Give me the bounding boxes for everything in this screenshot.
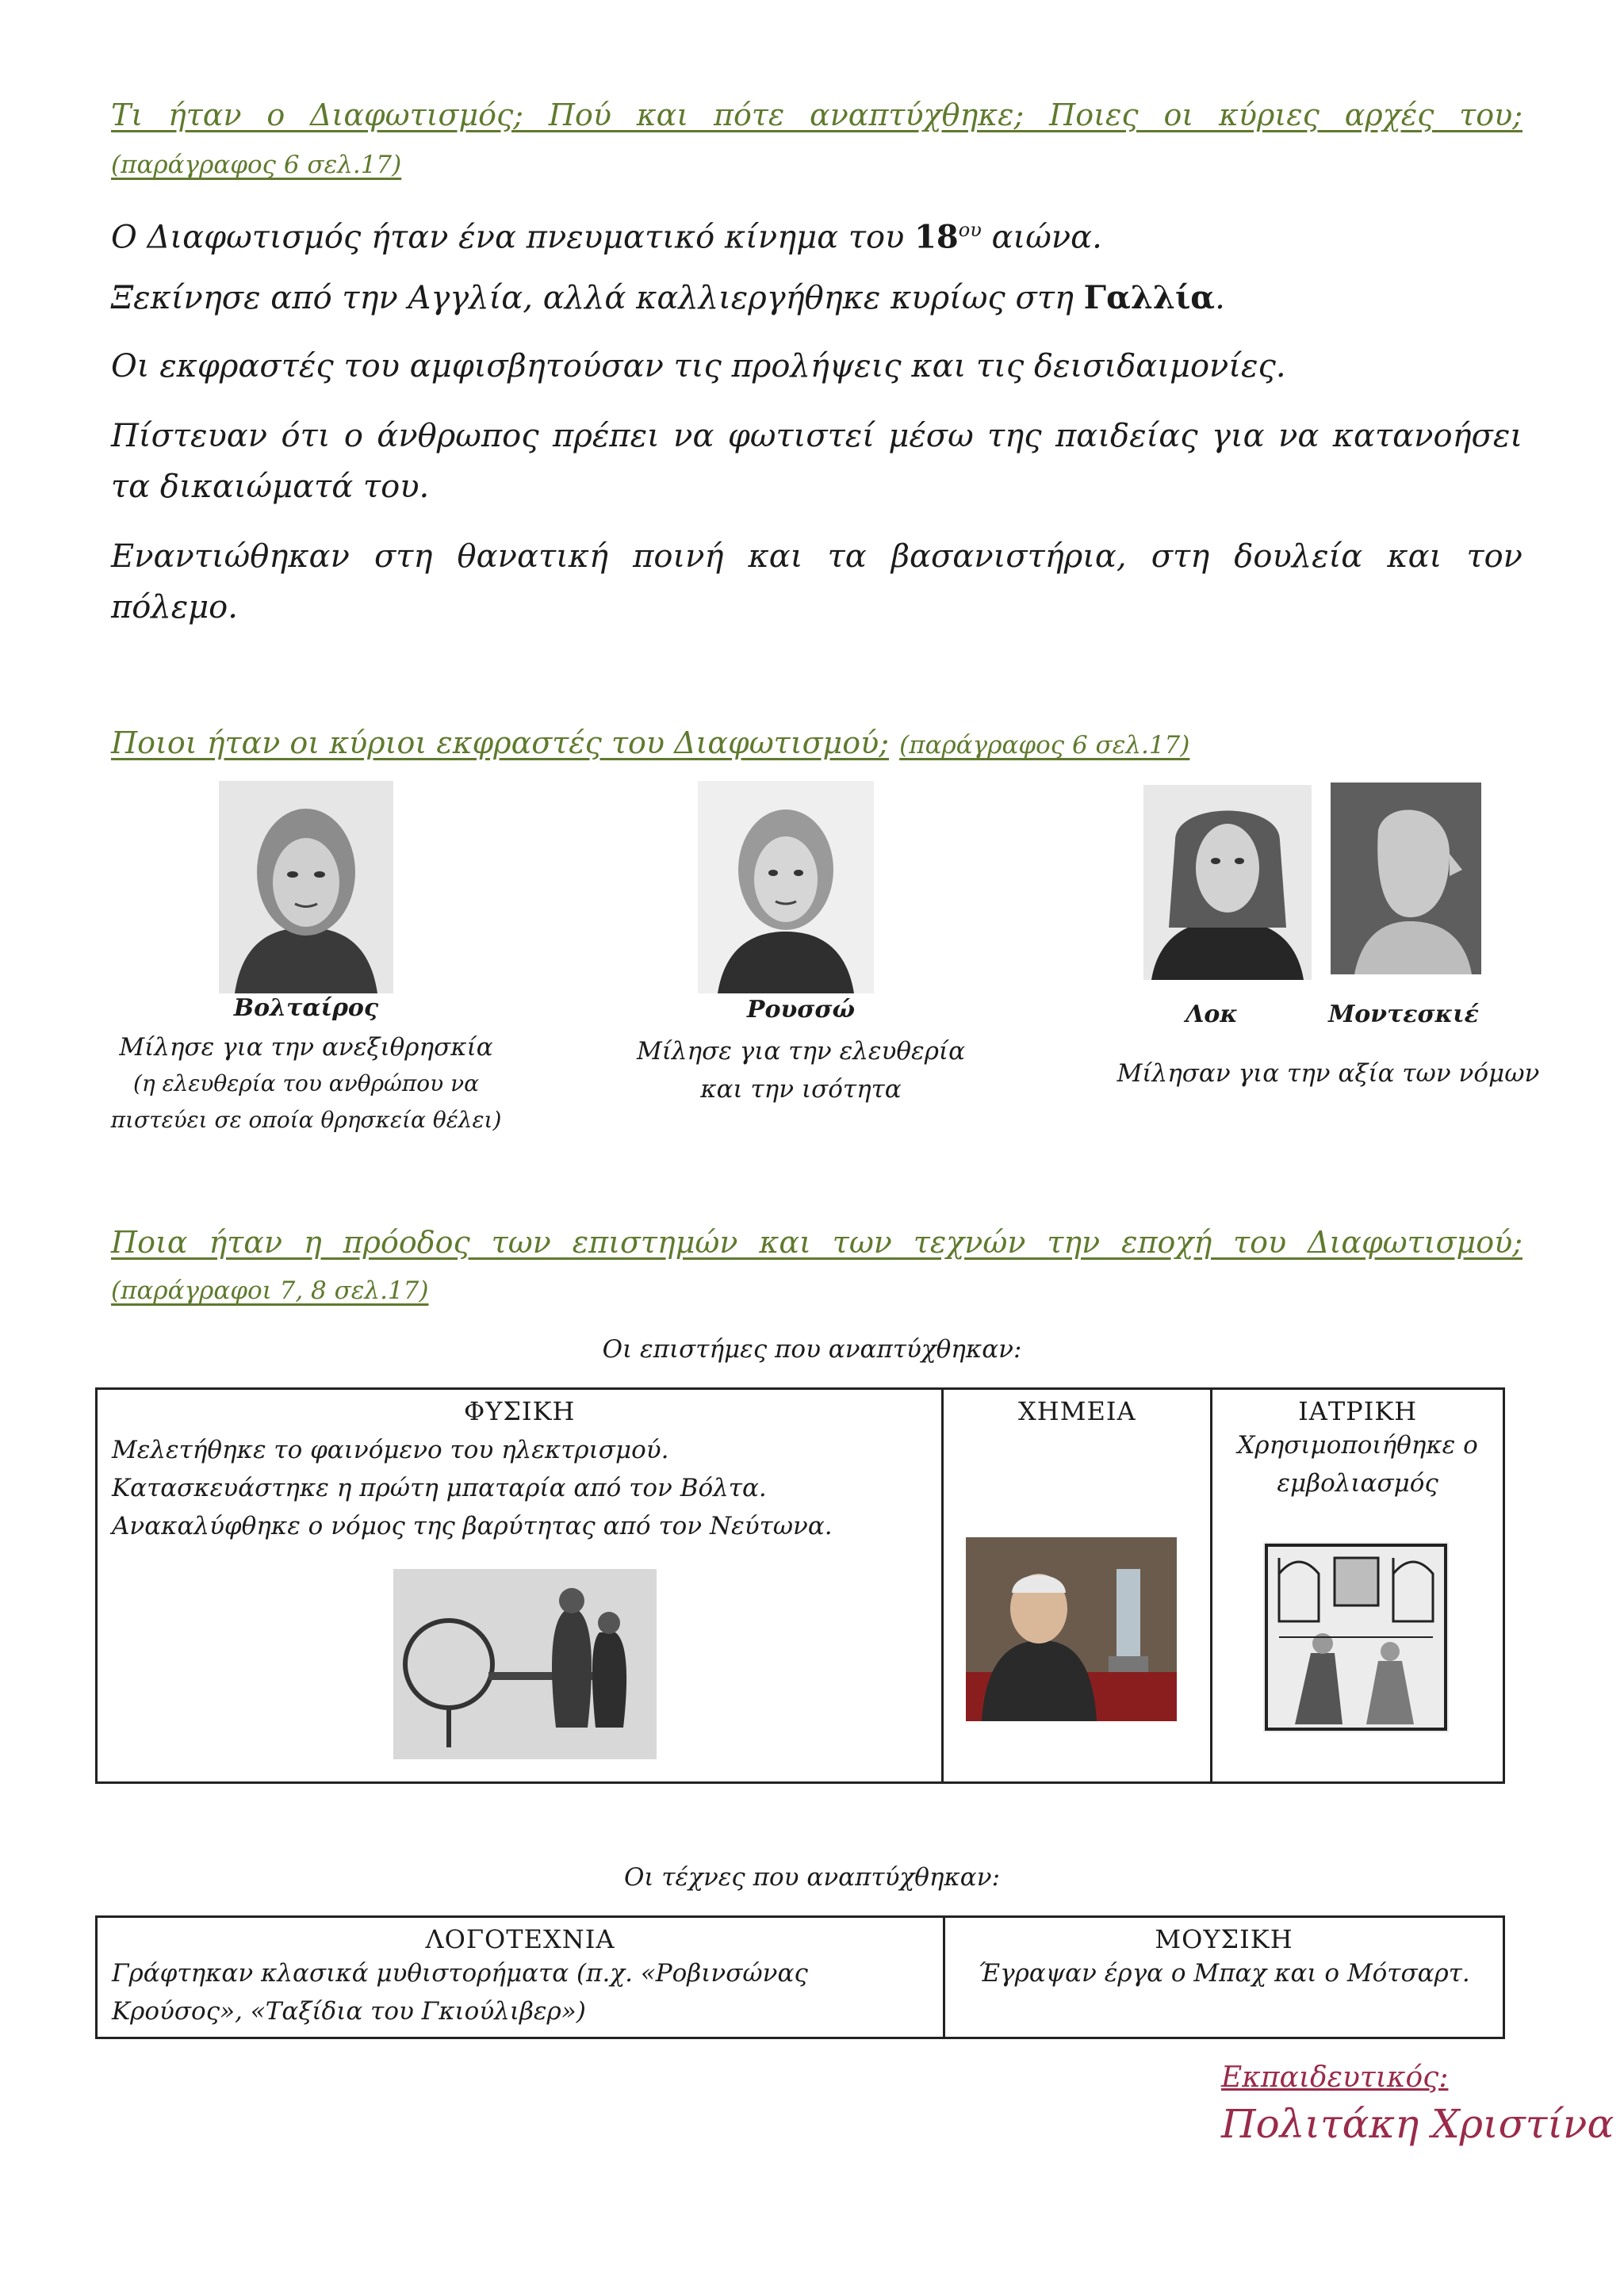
section3-reference: (παράγραφοι 7, 8 σελ.17): [111, 1276, 429, 1305]
voltaire-caption-line-2: (η ελευθερία του ανθρώπου να: [132, 1070, 479, 1096]
section1-paragraph-3: Οι εκφραστές του αμφισβητούσαν τις προλήψεις και τις δεισιδαιμονίες.: [111, 348, 1286, 385]
voltaire-caption-line-3: πιστεύει σε οποία θρησκεία θέλει): [110, 1107, 502, 1133]
p2-text-a: Ξεκίνησε από την Αγγλία, αλλά καλλιεργήθηκε κυρίως στη: [111, 280, 1084, 316]
section1-reference: (παράγραφος 6 σελ.17): [111, 151, 402, 179]
rousseau-caption-line-1: Μίλησε για την ελευθερία: [636, 1037, 966, 1066]
p1-bold: 18: [914, 218, 959, 256]
chemistry-cell: [943, 1389, 1212, 1783]
music-header: ΜΟΥΣΙΚΗ: [1155, 1924, 1293, 1954]
section1-heading: Τι ήταν ο Διαφωτισμός; Πού και πότε αναπτύχθηκε; Ποιες οι κύριες αρχές του;: [111, 98, 1522, 132]
montesquieu-portrait: [1331, 783, 1481, 974]
sciences-table: [95, 1387, 1505, 1784]
medicine-header: ΙΑΤΡΙΚΗ: [1298, 1396, 1418, 1426]
section1-paragraph-1: [111, 205, 1522, 262]
section3-heading: Ποια ήταν η πρόοδος των επιστημών και των τεχνών την εποχή του Διαφωτισμού;: [111, 1225, 1522, 1260]
section1-paragraph-4: [111, 411, 1522, 512]
music-line-1: Έγραψαν έργα ο Μπαχ και ο Μότσαρτ.: [978, 1959, 1470, 1988]
literature-line-1: Γράφτηκαν κλασικά μυθιστορήματα (π.χ. «Ροβινσώνας: [112, 1959, 808, 1988]
literature-cell: [97, 1917, 944, 2038]
physics-header: ΦΥΣΙΚΗ: [463, 1396, 576, 1426]
electricity-experiment-image: [393, 1569, 657, 1759]
rousseau-name: Ρουσσώ: [746, 996, 856, 1024]
physics-line-2: Κατασκευάστηκε η πρώτη μπαταρία από τον Βόλτα.: [112, 1474, 767, 1502]
lavoisier-image: [966, 1537, 1177, 1721]
vaccination-image: [1263, 1542, 1449, 1732]
sciences-intro: Οι επιστήμες που αναπτύχθηκαν:: [602, 1335, 1022, 1364]
voltaire-name: Βολταίρος: [233, 994, 379, 1022]
voltaire-portrait: [219, 781, 393, 993]
locke-montesquieu-caption: Μίλησαν για την αξία των νόμων: [1116, 1059, 1540, 1088]
voltaire-caption-line-1: Μίλησε για την ανεξιθρησκία: [119, 1033, 493, 1062]
p2-text-b: .: [1215, 280, 1225, 316]
locke-portrait: [1143, 785, 1312, 980]
signature-label: Εκπαιδευτικός:: [1221, 2061, 1449, 2094]
p2-bold: Γαλλία: [1083, 279, 1216, 316]
section2-heading-row: [111, 723, 1522, 763]
medicine-line-1: Χρησιμοποιήθηκε ο: [1237, 1431, 1478, 1460]
montesquieu-name: Μοντεσκιέ: [1328, 1001, 1479, 1028]
p5-line-2: πόλεμο.: [111, 589, 238, 626]
signature-name: Πολιτάκη Χριστίνα: [1221, 2101, 1614, 2147]
music-cell: [944, 1917, 1504, 2038]
literature-line-2: Κρούσος», «Ταξίδια του Γκιούλιβερ»): [112, 1997, 586, 2026]
section2-heading: Ποιοι ήταν οι κύριοι εκφραστές του Διαφωτισμού;: [111, 725, 890, 760]
p4-line-1: Πίστευαν ότι ο άνθρωπος πρέπει να φωτιστεί μέσω της παιδείας για να κατανοήσει: [111, 418, 1522, 454]
literature-header: ΛΟΓΟΤΕΧΝΙΑ: [425, 1924, 615, 1954]
arts-table: [95, 1915, 1505, 2039]
p1-text-a: Ο Διαφωτισμός ήταν ένα πνευματικό κίνημα του: [111, 219, 915, 256]
locke-name: Λοκ: [1185, 1001, 1238, 1028]
electricity-experiment-illustration: [393, 1569, 657, 1759]
rousseau-caption-line-2: και την ισότητα: [700, 1075, 902, 1104]
physics-line-1: Μελετήθηκε το φαινόμενο του ηλεκτρισμού.: [112, 1436, 669, 1464]
section1-paragraph-2: [111, 273, 1522, 323]
rousseau-caption: [603, 1032, 999, 1108]
rousseau-portrait: [698, 781, 874, 993]
section2-reference: (παράγραφος 6 σελ.17): [899, 731, 1190, 760]
medicine-cell: [1212, 1389, 1504, 1783]
section1-paragraph-5: [111, 531, 1522, 633]
p1-superscript: ου: [958, 219, 982, 241]
p4-line-2: τα δικαιώματά του.: [111, 469, 430, 505]
p1-text-b: αιώνα.: [981, 219, 1102, 256]
vaccination-illustration: [1263, 1542, 1449, 1732]
physics-line-3: Ανακαλύφθηκε ο νόμος της βαρύτητας από τον Νεύτωνα.: [112, 1512, 833, 1540]
p5-line-1: Εναντιώθηκαν στη θανατική ποινή και τα βασανιστήρια, στη δουλεία και τον: [111, 538, 1522, 575]
chemistry-header: ΧΗΜΕΙΑ: [1018, 1396, 1136, 1426]
voltaire-caption: [76, 1029, 536, 1138]
arts-intro: Οι τέχνες που αναπτύχθηκαν:: [623, 1863, 1001, 1892]
chemist-illustration: [966, 1537, 1177, 1721]
medicine-line-2: εμβολιασμός: [1277, 1469, 1438, 1498]
physics-cell: [97, 1389, 943, 1783]
